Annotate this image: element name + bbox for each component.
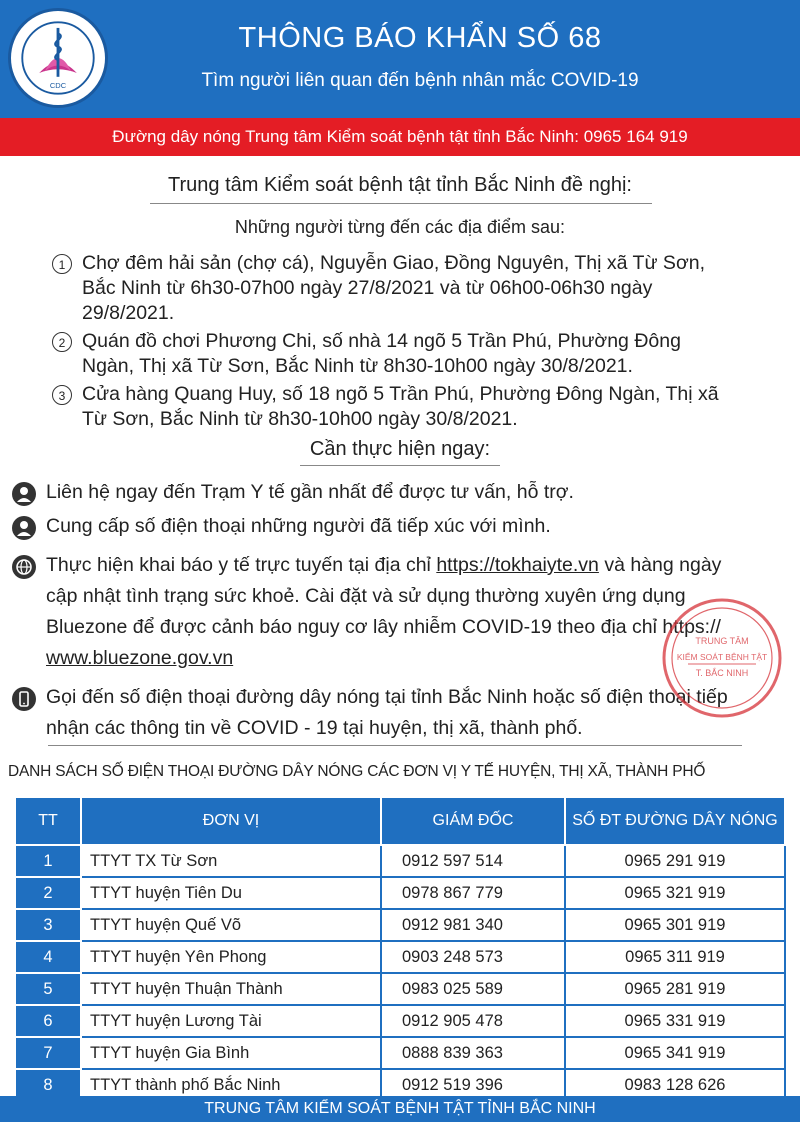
cdc-request-heading: Trung tâm Kiểm soát bệnh tật tỉnh Bắc Ninh đề nghị: — [168, 174, 632, 196]
cell-unit: TTYT huyện Quế Võ — [81, 909, 381, 941]
cell-director-phone: 0978 867 779 — [381, 877, 565, 909]
person-icon — [12, 516, 36, 540]
table-row — [15, 1005, 785, 1037]
action-text: nhận các thông tin về COVID - 19 tại huyện, thị xã, thành phố. — [46, 717, 583, 739]
place-number-2: 2 — [52, 332, 72, 352]
cell-unit: TTYT huyện Tiên Du — [81, 877, 381, 909]
tokhaiyte-link[interactable]: https://tokhaiyte.vn — [436, 554, 599, 576]
place-item-3 — [82, 382, 782, 432]
phone-icon — [12, 687, 36, 711]
footer-banner: TRUNG TÂM KIỂM SOÁT BỆNH TẬT TỈNH BẮC NINH — [0, 1096, 800, 1122]
cell-unit: TTYT thành phố Bắc Ninh — [81, 1069, 381, 1101]
cell-unit: TTYT huyện Yên Phong — [81, 941, 381, 973]
action-text: và hàng ngày — [598, 554, 722, 576]
cell-director-phone: 0912 519 396 — [381, 1069, 565, 1101]
action-text: cập nhật tình trạng sức khoẻ. Cài đặt và sử dụng thường xuyên ứng dụng — [46, 585, 686, 607]
column-header-hotline: SỐ ĐT ĐƯỜNG DÂY NÓNG — [565, 797, 785, 845]
action-contact: Liên hệ ngay đến Trạm Y tế gần nhất để được tư vấn, hỗ trợ. — [46, 481, 574, 503]
official-stamp — [660, 596, 784, 720]
column-header-unit: ĐƠN VỊ — [81, 797, 381, 845]
divider — [48, 745, 742, 746]
place-line: Chợ đêm hải sản (chợ cá), Nguyễn Giao, Đồng Nguyên, Thị xã Từ Sơn, — [82, 252, 705, 274]
divider — [150, 203, 652, 204]
table-row — [15, 941, 785, 973]
place-line: Từ Sơn, Bắc Ninh từ 8h30-10h00 ngày 30/8/2021. — [82, 408, 518, 430]
page-title: THÔNG BÁO KHẨN SỐ 68 — [238, 22, 602, 54]
place-item-1 — [82, 251, 782, 326]
cell-director-phone: 0912 597 514 — [381, 845, 565, 877]
cell-director-phone: 0912 905 478 — [381, 1005, 565, 1037]
cell-hotline: 0965 331 919 — [565, 1005, 785, 1037]
page-subtitle: Tìm người liên quan đến bệnh nhân mắc COVID-19 — [201, 70, 639, 91]
cell-tt: 2 — [15, 877, 81, 909]
header-banner — [0, 0, 800, 118]
caduceus-icon — [11, 11, 105, 105]
cell-tt: 4 — [15, 941, 81, 973]
place-line: 29/8/2021. — [82, 302, 175, 324]
person-icon — [12, 482, 36, 506]
table-row — [15, 973, 785, 1005]
hotline-bar: Đường dây nóng Trung tâm Kiểm soát bệnh tật tỉnh Bắc Ninh: 0965 164 919 — [0, 118, 800, 156]
action-text: Thực hiện khai báo y tế trực tuyến tại địa chỉ — [46, 554, 437, 576]
cell-hotline: 0965 341 919 — [565, 1037, 785, 1069]
cell-tt: 6 — [15, 1005, 81, 1037]
column-header-tt: TT — [15, 797, 81, 845]
table-header-row — [15, 797, 785, 845]
table-row — [15, 845, 785, 877]
cell-tt: 5 — [15, 973, 81, 1005]
globe-icon — [12, 555, 36, 579]
cell-director-phone: 0983 025 589 — [381, 973, 565, 1005]
place-line: Ngàn, Thị xã Từ Sơn, Bắc Ninh từ 8h30-10h00 ngày 30/8/2021. — [82, 355, 633, 377]
cell-unit: TTYT huyện Thuận Thành — [81, 973, 381, 1005]
bluezone-link[interactable]: www.bluezone.gov.vn — [46, 647, 234, 669]
table-body — [15, 845, 785, 1101]
action-text: Gọi đến số điện thoại đường dây nóng tại tỉnh Bắc Ninh hoặc số điện thoại tiếp — [46, 686, 728, 708]
cell-unit: TTYT TX Từ Sơn — [81, 845, 381, 877]
cdc-logo — [8, 8, 108, 108]
cell-hotline: 0965 291 919 — [565, 845, 785, 877]
cell-director-phone: 0888 839 363 — [381, 1037, 565, 1069]
stamp-text: T. BẮC NINH — [695, 668, 749, 678]
cell-hotline: 0965 311 919 — [565, 941, 785, 973]
cell-tt: 3 — [15, 909, 81, 941]
place-line: Bắc Ninh từ 6h30-07h00 ngày 27/8/2021 và từ 06h00-06h30 ngày — [82, 277, 653, 299]
cell-unit: TTYT huyện Gia Bình — [81, 1037, 381, 1069]
logo-text: CDC — [49, 81, 67, 91]
hotline-list-heading: DANH SÁCH SỐ ĐIỆN THOẠI ĐƯỜNG DÂY NÓNG CÁC ĐƠN VỊ Y TẾ HUYỆN, THỊ XÃ, THÀNH PHỐ — [8, 763, 706, 780]
place-item-2 — [82, 329, 782, 379]
places-heading: Những người từng đến các địa điểm sau: — [234, 217, 566, 237]
cell-unit: TTYT huyện Lương Tài — [81, 1005, 381, 1037]
column-header-director: GIÁM ĐỐC — [381, 797, 565, 845]
cell-tt: 1 — [15, 845, 81, 877]
place-line: Cửa hàng Quang Huy, số 18 ngõ 5 Trần Phú, Phường Đông Ngàn, Thị xã — [82, 383, 719, 405]
action-text: Bluezone để được cảnh báo nguy cơ lây nhiễm COVID-19 theo địa chỉ https:// — [46, 616, 721, 638]
cell-director-phone: 0903 248 573 — [381, 941, 565, 973]
table-row — [15, 877, 785, 909]
stamp-text: TRUNG TÂM — [695, 636, 749, 646]
cell-hotline: 0965 301 919 — [565, 909, 785, 941]
cell-hotline: 0965 321 919 — [565, 877, 785, 909]
divider — [300, 465, 500, 466]
cell-director-phone: 0912 981 340 — [381, 909, 565, 941]
cell-tt: 7 — [15, 1037, 81, 1069]
cell-tt: 8 — [15, 1069, 81, 1101]
place-number-1: 1 — [52, 254, 72, 274]
place-number-3: 3 — [52, 385, 72, 405]
table-row — [15, 1037, 785, 1069]
stamp-text: KIỂM SOÁT BỆNH TẬT — [676, 652, 768, 662]
cell-hotline: 0983 128 626 — [565, 1069, 785, 1101]
cell-hotline: 0965 281 919 — [565, 973, 785, 1005]
table-row — [15, 909, 785, 941]
hotline-table — [14, 796, 786, 1102]
todo-heading: Cần thực hiện ngay: — [309, 438, 491, 460]
action-provide-phone: Cung cấp số điện thoại những người đã tiếp xúc với mình. — [46, 515, 551, 537]
place-line: Quán đồ chơi Phương Chi, số nhà 14 ngõ 5 Trần Phú, Phường Đông — [82, 330, 681, 352]
